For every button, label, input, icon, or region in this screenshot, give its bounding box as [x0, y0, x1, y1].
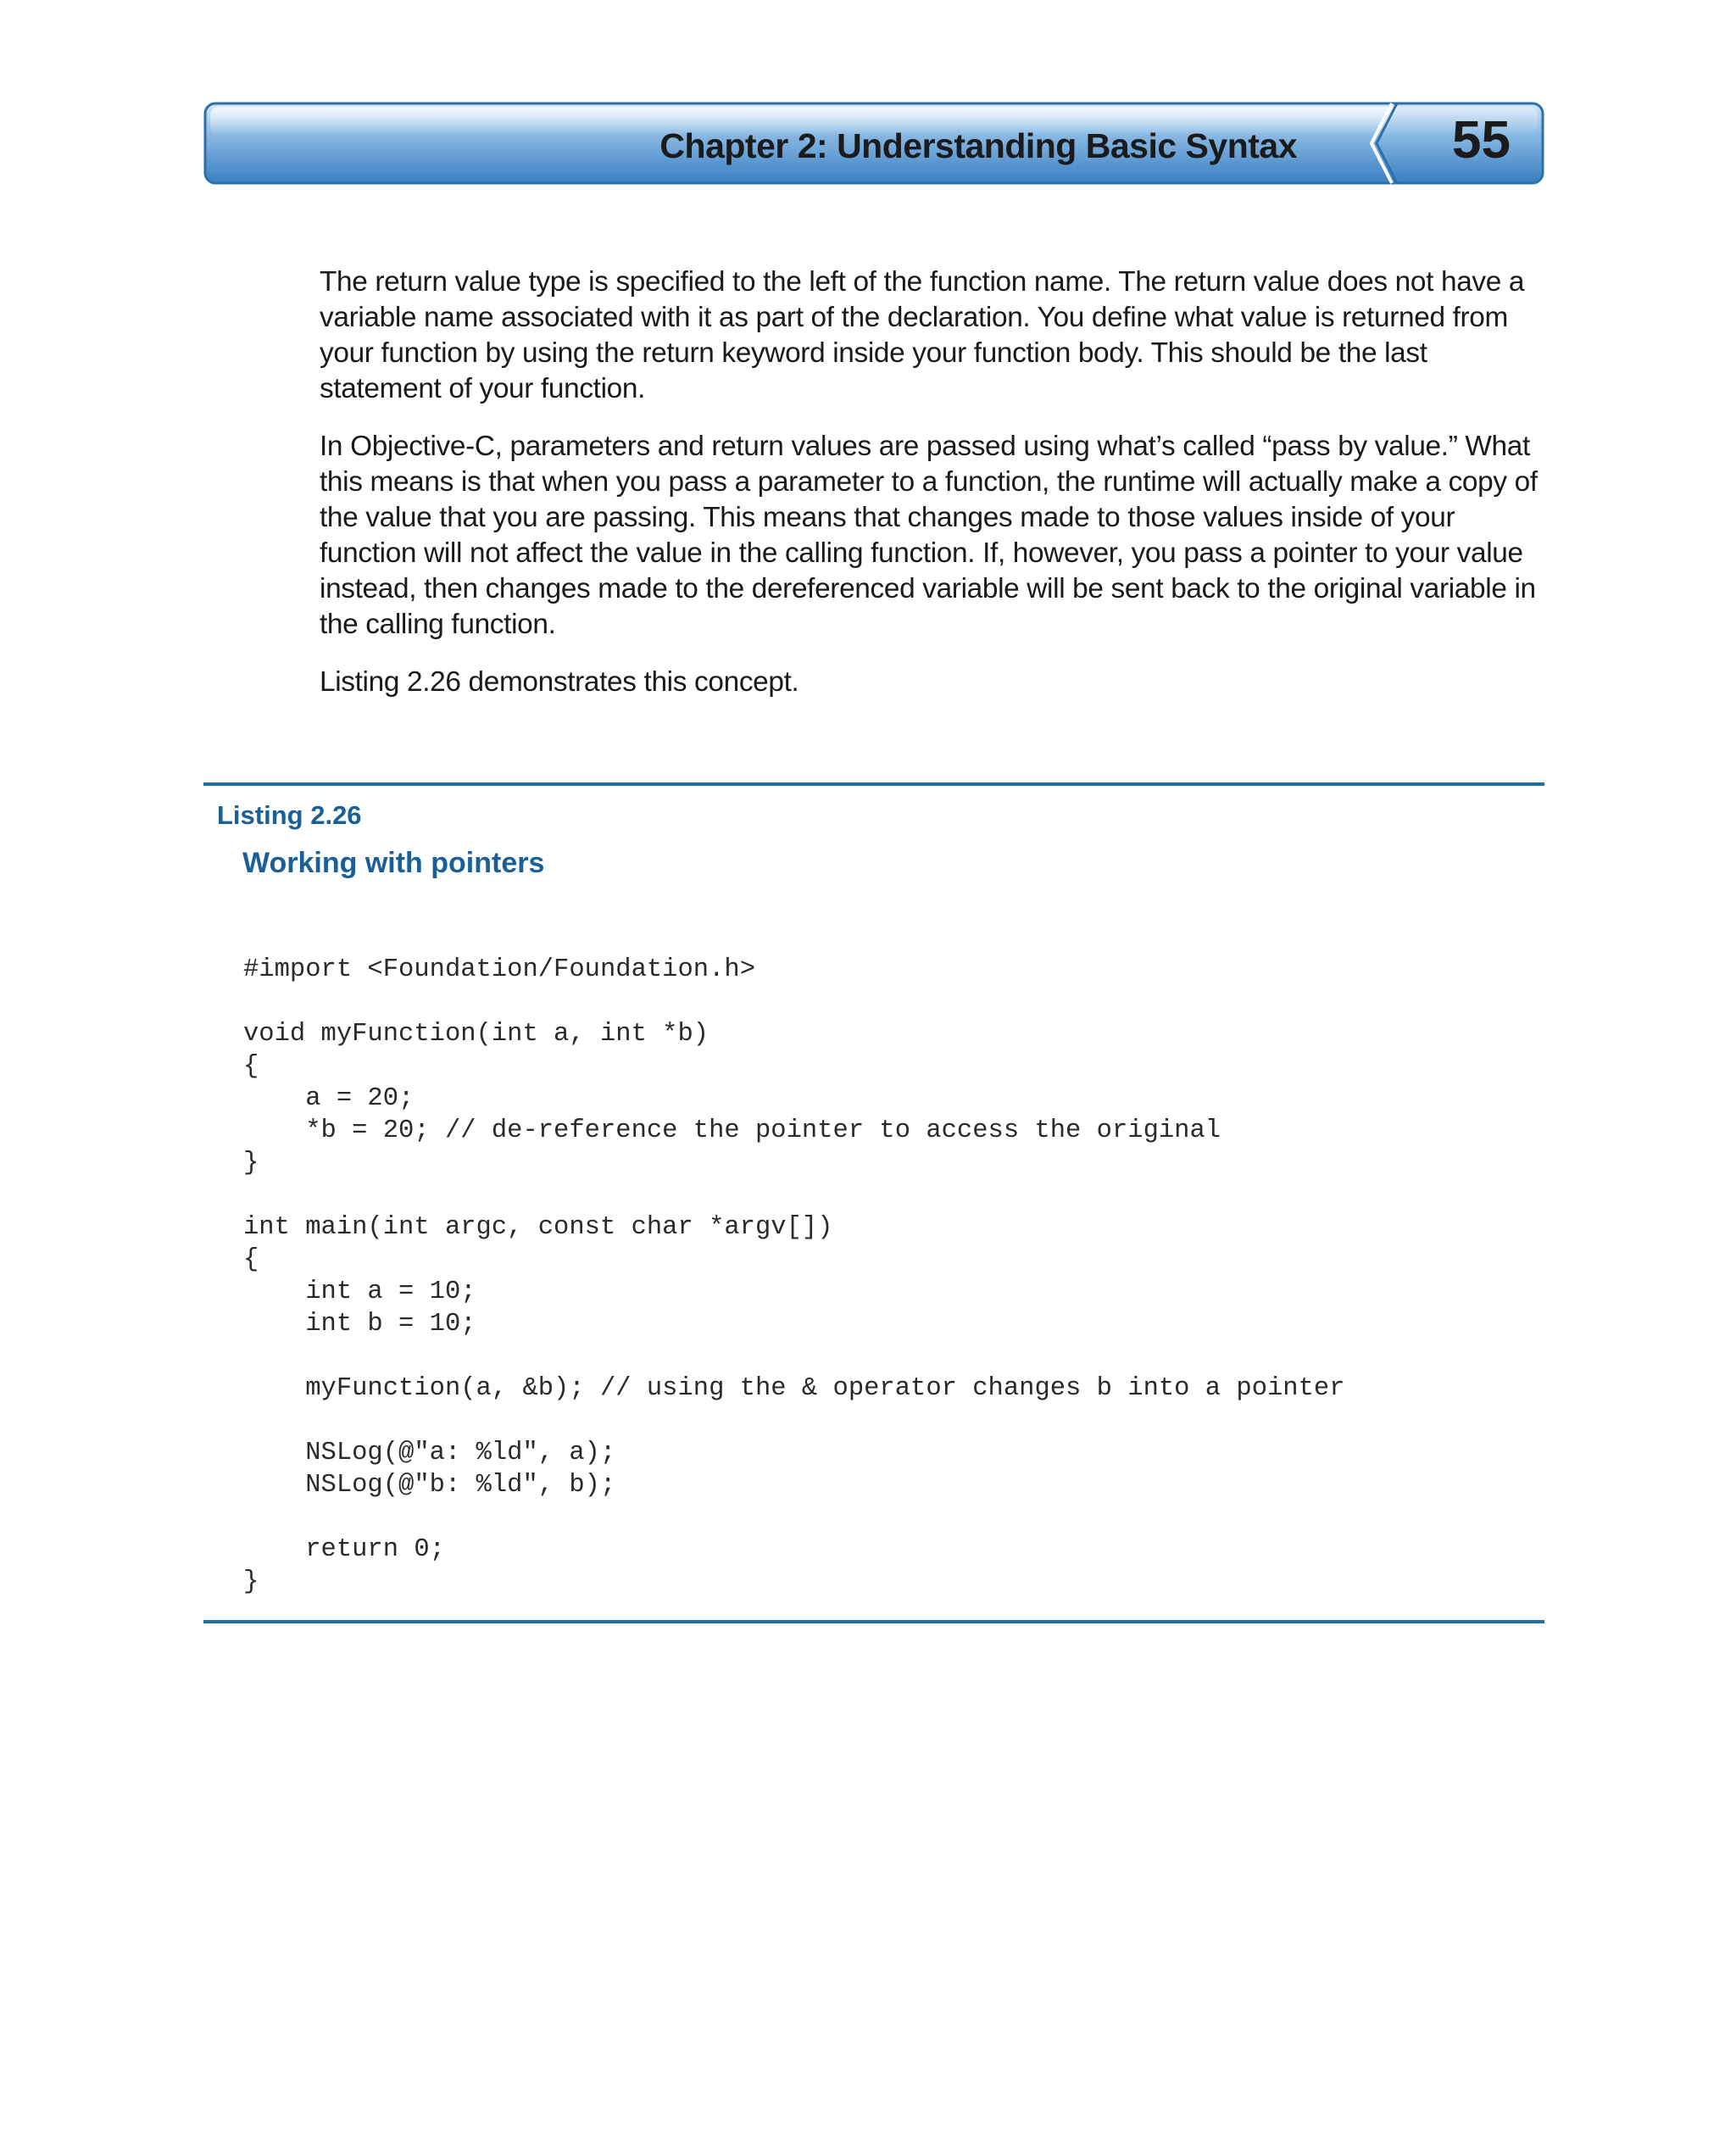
listing-number: Listing 2.26 [217, 800, 362, 830]
body-text [320, 264, 1547, 722]
code-listing [243, 954, 1345, 1598]
code-line: NSLog(@"b: %ld", b); [243, 1471, 616, 1500]
code-line [243, 1340, 1345, 1372]
code-line [243, 1501, 1345, 1534]
code-line: int a = 10; [243, 1278, 476, 1306]
code-line: NSLog(@"a: %ld", a); [243, 1439, 616, 1467]
code-line: return 0; [243, 1535, 445, 1564]
code-line: void myFunction(int a, int *b) [243, 1020, 709, 1049]
code-line: int main(int argc, const char *argv[]) [243, 1213, 833, 1242]
code-line: } [243, 1567, 259, 1596]
code-line: { [243, 1052, 259, 1081]
code-line [243, 1179, 1345, 1211]
listing-top-rule [203, 782, 1544, 786]
listing-bottom-rule [203, 1620, 1544, 1623]
code-line: } [243, 1149, 259, 1177]
paragraph-pass-by-value: In Objective-C, parameters and return values are passed using what’s called “pass by value.” What this means is that when you pass a parameter to a function, the runtime will actually make a copy of the value that you are passing. This means that changes made to those values inside of your function will not affect the value in the calling function. If, however, you pass a pointer to your value instead, then changes made to the dereferenced variable will be sent back to the original variable in the calling function. [320, 431, 1538, 640]
chapter-title: Chapter 2: Understanding Basic Syntax [659, 126, 1297, 165]
code-line: { [243, 1245, 259, 1274]
paragraph-return-value: The return value type is specified to the left of the function name. The return value does not have a variable name associated with it as part of the declaration. You define what value is returned from your function by using the return keyword inside your function body. This should be the last statement of your function. [320, 266, 1525, 404]
code-line: myFunction(a, &b); // using the & operator changes b into a pointer [243, 1374, 1345, 1403]
paragraph-listing-reference: Listing 2.26 demonstrates this concept. [320, 666, 799, 698]
code-line: *b = 20; // de-reference the pointer to access the original [243, 1116, 1221, 1145]
code-line [243, 1405, 1345, 1437]
code-line: int b = 10; [243, 1310, 476, 1339]
page-number: 55 [1452, 111, 1511, 170]
chapter-header-banner [203, 102, 1544, 185]
code-line [243, 986, 1345, 1018]
code-line: #import <Foundation/Foundation.h> [243, 955, 755, 984]
listing-title: Working with pointers [242, 847, 545, 879]
code-line: a = 20; [243, 1084, 415, 1113]
